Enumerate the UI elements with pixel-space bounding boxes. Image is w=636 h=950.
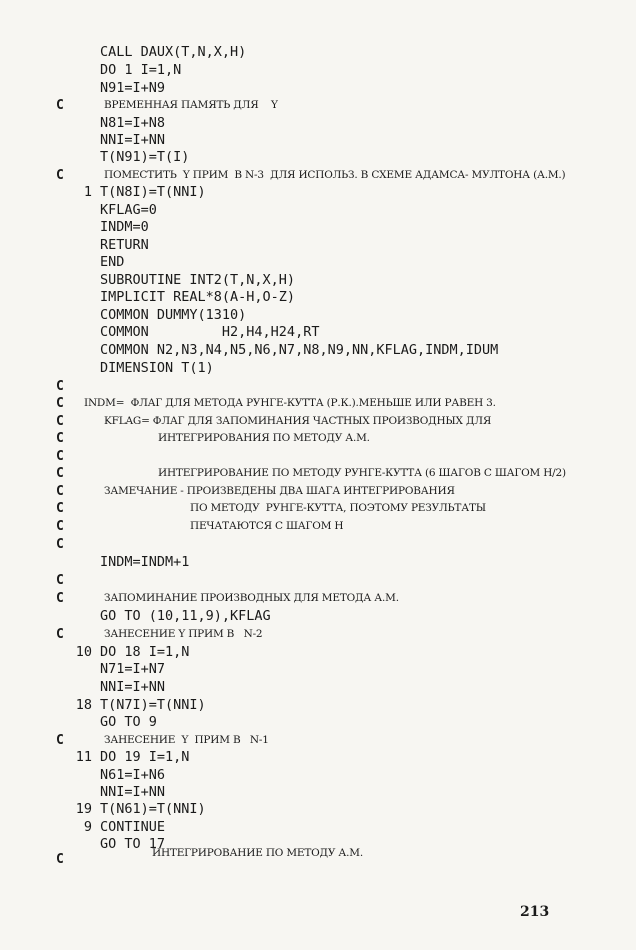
code-line bbox=[0, 254, 636, 271]
code-line bbox=[0, 590, 636, 607]
code-line bbox=[0, 679, 636, 696]
comment-marker: C bbox=[56, 573, 64, 588]
statement-label: 18 bbox=[75, 697, 92, 713]
comment-text: ПОМЕСТИТЬ Y ПРИМ В N-3 ДЛЯ ИСПОЛЬЗ. В СХЕМЕ АДАМСА- МУЛТОНА (А.М.) bbox=[104, 169, 566, 181]
comment-marker: C bbox=[56, 733, 64, 748]
code-statement: T(N7I)=T(NNI) bbox=[100, 697, 206, 713]
comment-marker: C bbox=[56, 168, 64, 183]
code-line bbox=[0, 430, 636, 447]
code-statement: NNI=I+NN bbox=[100, 784, 166, 800]
comment-marker: C bbox=[56, 431, 64, 446]
code-line bbox=[0, 608, 636, 625]
code-line bbox=[0, 202, 636, 219]
comment-marker: C bbox=[56, 379, 64, 394]
code-statement: RETURN bbox=[100, 237, 149, 253]
code-line bbox=[0, 342, 636, 359]
code-line bbox=[0, 184, 636, 201]
code-line bbox=[0, 697, 636, 714]
code-line bbox=[0, 465, 636, 482]
code-statement: KFLAG=0 bbox=[100, 202, 157, 218]
code-line bbox=[0, 132, 636, 149]
comment-text: ИНТЕГРИРОВАНИЯ ПО МЕТОДУ А.М. bbox=[158, 432, 370, 444]
code-statement: N61=I+N6 bbox=[100, 767, 166, 783]
code-line bbox=[0, 732, 636, 749]
code-line bbox=[0, 500, 636, 517]
comment-text: ЗАМЕЧАНИЕ - ПРОИЗВЕДЕНЫ ДВА ШАГА ИНТЕГРИРОВАНИЯ bbox=[104, 485, 455, 497]
code-statement: DO 18 I=1,N bbox=[100, 644, 190, 660]
comment-text: KFLAG= ФЛАГ ДЛЯ ЗАПОМИНАНИЯ ЧАСТНЫХ ПРОИЗВОДНЫХ ДЛЯ bbox=[104, 415, 492, 427]
code-line bbox=[0, 536, 636, 553]
comment-text: ПЕЧАТАЮТСЯ С ШАГОМ Н bbox=[190, 520, 344, 532]
code-line bbox=[0, 644, 636, 661]
code-line bbox=[0, 149, 636, 166]
code-line bbox=[0, 784, 636, 801]
code-line bbox=[0, 289, 636, 306]
code-statement: COMMON H2,H4,H24,RT bbox=[100, 324, 320, 340]
code-line bbox=[0, 80, 636, 97]
code-line bbox=[0, 819, 636, 836]
code-statement: IMPLICIT REAL*8(A-H,O-Z) bbox=[100, 289, 296, 305]
comment-marker: C bbox=[56, 414, 64, 429]
code-statement: CALL DAUX(T,N,X,H) bbox=[100, 44, 247, 60]
code-line bbox=[0, 44, 636, 61]
comment-text: ИНТЕГРИРОВАНИЕ ПО МЕТОДУ РУНГЕ-КУТТА (6 ШАГОВ С ШАГОМ Н/2) bbox=[158, 467, 566, 479]
code-statement: INDM=0 bbox=[100, 219, 149, 235]
comment-marker: C bbox=[56, 852, 64, 867]
code-line bbox=[0, 448, 636, 465]
code-statement: GO TO 9 bbox=[100, 714, 157, 730]
code-line bbox=[0, 661, 636, 678]
code-line bbox=[0, 307, 636, 324]
code-statement: N81=I+N8 bbox=[100, 115, 166, 131]
statement-label: 9 bbox=[83, 819, 92, 835]
code-statement: T(N91)=T(I) bbox=[100, 149, 190, 165]
statement-label: 11 bbox=[75, 749, 92, 765]
comment-marker: C bbox=[56, 537, 64, 552]
code-line bbox=[0, 767, 636, 784]
code-line bbox=[0, 626, 636, 643]
comment-text: ИНТЕГРИРОВАНИЕ ПО МЕТОДУ А.М. bbox=[152, 847, 363, 859]
code-statement: INDM=INDM+1 bbox=[100, 554, 190, 570]
code-line bbox=[0, 714, 636, 731]
comment-marker: C bbox=[56, 449, 64, 464]
code-statement: NNI=I+NN bbox=[100, 679, 166, 695]
comment-text: ЗАНЕСЕНИЕ Y ПРИМ В N-1 bbox=[104, 734, 269, 746]
code-statement: DO 1 I=1,N bbox=[100, 62, 182, 78]
code-line bbox=[0, 518, 636, 535]
code-statement: GO TO 17 bbox=[100, 836, 166, 852]
code-statement: T(N61)=T(NNI) bbox=[100, 801, 206, 817]
code-statement: GO TO (10,11,9),KFLAG bbox=[100, 608, 271, 624]
code-line bbox=[0, 115, 636, 132]
code-statement: N91=I+N9 bbox=[100, 80, 166, 96]
code-line bbox=[0, 749, 636, 766]
code-statement: T(N8I)=T(NNI) bbox=[100, 184, 206, 200]
code-line bbox=[0, 395, 636, 412]
comment-text: ПО МЕТОДУ РУНГЕ-КУТТА, ПОЭТОМУ РЕЗУЛЬТАТЫ bbox=[190, 502, 486, 514]
code-line bbox=[0, 62, 636, 79]
comment-text: INDM= ФЛАГ ДЛЯ МЕТОДА РУНГЕ-КУТТА (Р.К.).МЕНЬШЕ ИЛИ РАВЕН 3. bbox=[84, 397, 496, 409]
statement-label: 1 bbox=[83, 184, 92, 200]
code-line bbox=[0, 272, 636, 289]
comment-marker: C bbox=[56, 519, 64, 534]
comment-marker: C bbox=[56, 466, 64, 481]
code-statement: SUBROUTINE INT2(T,N,X,H) bbox=[100, 272, 296, 288]
code-statement: COMMON DUMMY(1310) bbox=[100, 307, 247, 323]
comment-text: ЗАНЕСЕНИЕ Y ПРИМ В N-2 bbox=[104, 628, 263, 640]
code-line bbox=[0, 801, 636, 818]
comment-marker: C bbox=[56, 591, 64, 606]
code-statement: N71=I+N7 bbox=[100, 661, 166, 677]
code-line bbox=[0, 237, 636, 254]
comment-marker: C bbox=[56, 396, 64, 411]
comment-marker: C bbox=[56, 627, 64, 642]
code-statement: COMMON N2,N3,N4,N5,N6,N7,N8,N9,NN,KFLAG,INDM,IDUM bbox=[100, 342, 499, 358]
code-line bbox=[0, 219, 636, 236]
comment-marker: C bbox=[56, 501, 64, 516]
code-statement: CONTINUE bbox=[100, 819, 166, 835]
statement-label: 10 bbox=[75, 644, 92, 660]
comment-text: ВРЕМЕННАЯ ПАМЯТЬ ДЛЯ Y bbox=[104, 99, 278, 111]
code-line bbox=[0, 845, 636, 862]
code-statement: NNI=I+NN bbox=[100, 132, 166, 148]
code-line bbox=[0, 324, 636, 341]
comment-text: ЗАПОМИНАНИЕ ПРОИЗВОДНЫХ ДЛЯ МЕТОДА А.М. bbox=[104, 592, 399, 604]
code-statement: DIMENSION T(1) bbox=[100, 360, 214, 376]
comment-marker: C bbox=[56, 484, 64, 499]
code-line bbox=[0, 413, 636, 430]
code-line bbox=[0, 554, 636, 571]
code-line bbox=[0, 97, 636, 114]
code-line bbox=[0, 483, 636, 500]
code-line bbox=[0, 378, 636, 395]
code-line bbox=[0, 360, 636, 377]
page-number: 213 bbox=[520, 904, 550, 920]
code-statement: END bbox=[100, 254, 125, 270]
code-line bbox=[0, 167, 636, 184]
statement-label: 19 bbox=[75, 801, 92, 817]
code-line bbox=[0, 572, 636, 589]
comment-marker: C bbox=[56, 98, 64, 113]
code-statement: DO 19 I=1,N bbox=[100, 749, 190, 765]
